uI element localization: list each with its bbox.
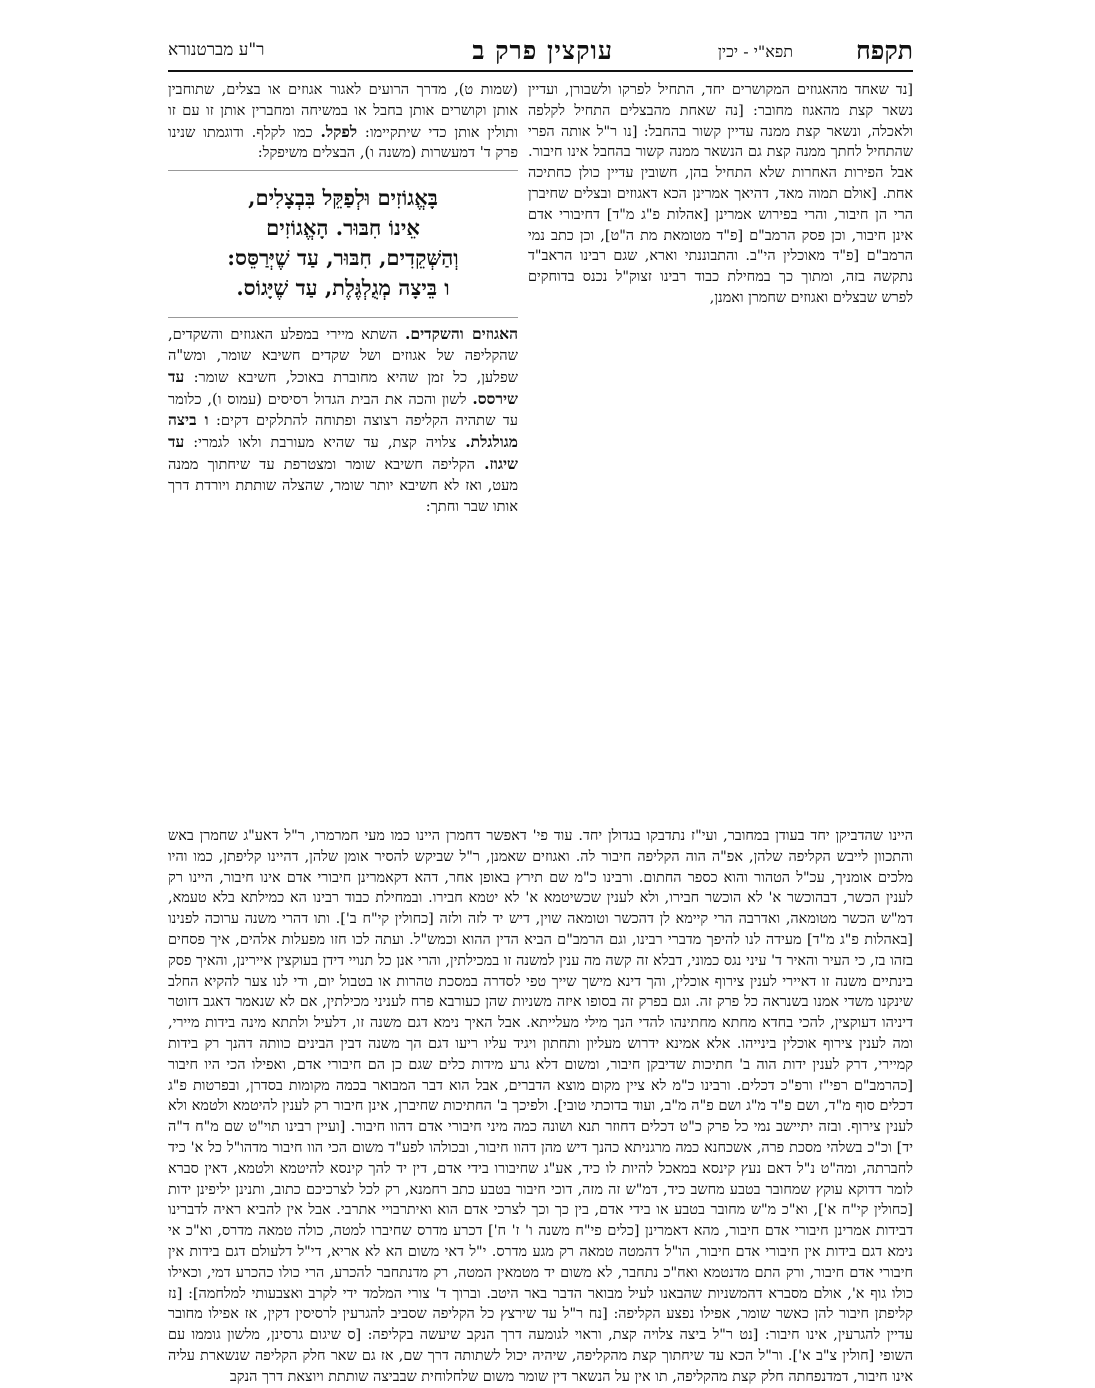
bartenura-side-lead2: עד שירסס. [168,366,518,408]
bartenura-bottom-lead: ו ביצה מגולגלת. [168,410,518,452]
bartenura-bottom-tail: הקליפה חשיבא שומר ומצטרפת עד שיחתוך ממנה מעט, ואז לא חשיבא יותר שומר, שהצלה שותתת ויורדת דרך אותו שבר וחתך: [168,455,518,515]
bartenura-side [168,324,518,517]
mishna-line: וְהַשְּׁקֵדִים, חִבּוּר, עַד שֶׁיְּרַסֵּס: [227,245,459,271]
bartenura-top [168,80,518,164]
header-bartenura-label: ר"ע מברטנורא [168,40,265,60]
bartenura-side-lead: האגוזים והשקדים. [405,324,518,344]
running-header [168,36,913,70]
tifaret-column [528,80,913,822]
tifaret-right-text: [נד שאחד מהאגוזים המקושרים יחד, התחיל לפרקו ולשבורן, ועדיין נשאר קצת מהאגוז מחובר: [נה שאחת מהבצלים התחיל לקלפה ולאכלה, ונשאר קצת ממנה עדיין קשור בהחבל: [נו ר"ל אותה הפרי שהתחיל לחתך ממנה קצת גם הנשאר ממנה קשור בהחבל אינו חיבור. אבל הפירות האחרות שלא התחיל בהן, חשובין עדיין כולן כחתיכה אחת. [אולם תמוה מאד, דהיאך אמרינן הכא דאגוזים ובצלים שחיברן הרי הן חיבור, והרי בפירוש אמרינן [אהלות פ"ג מ"ד] דחיבורי אדם אינן חיבור, וכן פסק הרמב"ם [פ"ד מטומאת מת ה"ט], וכן כתב נמי הרמב"ם [פ"ד מאוכלין הי"ב. והתבוננתי וארא, שגם רבינו הראב"ד נתקשה בזה, ומתוך כך במחילת כבוד רבינו זצוק"ל נכנס בדוחקים לפרש שבצלים ואגוזים שחמרן ואמנן, [528,82,913,306]
bartenura-top-lead: לפקל. [320,121,358,141]
mishna-block [168,170,518,318]
page-number: תקפח [855,36,913,65]
header-tifaret-label: תפא"י - יכין [717,42,793,61]
bartenura-bottom-text: כלומר עד שתהיה הקליפה רצוצה ופתוחה להתלקים דקים: [168,390,519,430]
mishna-line: ו בֵּיצָה מְגֻלְגֶּלֶת, עַד שֶׁיָּגוֹס. [236,275,450,301]
bartenura-bottom-lead2: עד שיגוז. [168,432,518,473]
bartenura-bottom-text2: צלויה קצת, עד שהיא מעורבת ולאו לגמרי: [193,434,457,452]
mishna-text [182,177,504,309]
mishna-line: בָּאֱגוֹזִים וּלְפַקֵּל בִּבְצָלִים, [248,185,438,211]
tifaret-full-text: היינו שהדביקן יחד בעודן במחובר, ועי"ז נתדבקו בגדולן יחד. עוד פי' דאפשר דחמרן היינו כמו מעי חמרמרו, ר"ל דאע"ג שחמרן באש והתכוון לייבש הקליפה שלהן, אפ"ה הוה הקליפה חיבור לה. ואגוזים שאמנן, ר"ל שביקש להסיר אומן שלהן, דהיינו קליפתן, כמו והיו מלכים אומניך, עכ"ל הטהור והוא כספר החתום. ורבינו כ"מ שם תירץ באופן אחר, דהא דקאמרינן חיבורי אדם אינו חיבור, היינו רק לענין הכשר, דבהוכשר א' לא הוכשר חבירו, ולא לענין שכשיטמא א' לא יטמא חבירו. ובמחילת כבוד רבינו הא כמילתא בלא טעמא, דמ"ש הכשר מטומאה, ואדרבה הרי קיימא לן דהכשר וטומאה שוין, דיש יד לזה ולזה [כחולין קי"ח ב']. ותו דהרי משנה ערוכה לפנינו [באהלות פ"ג מ"ד] מעידה לנו להיפך מדברי רבינו, וגם הרמב"ם הביא הדין ההוא וכמש"ל. ועתה לכו חזו מפעלות אלהים, איך פסחים בזהו בז, כי העיר והאיר ד' עיני נגס כמוני, דבלא זה קשה מה ענין למשנה זו במכילתין, והרי אנן כל תנויי דידן בעוקצין איירינן, והאיך פסק בינתיים משנה זו דאיירי לענין צירוף אוכלין, והך דינא מישך שייך טפי לסדרה במסכת טהרות או בטבול יום, ודי לנו צער להקיא החלב שינקנו משדי אמנו בשנראה כל פרק זה. וגם בפרק זה בסופו איזה משניות שהן כעורבא פרח לעניני מכילתין, אם לא שנאמר דאגב דזוטר דיניהו דעוקצין, להכי בחדא מחתא מחתינהו להדי הנך מילי מעלייתא. אבל האיך נימא דגם משנה זו, דלעיל ולתתא מינה בידות מיירי, ומה לענין צירוף אוכלין בינייהו. אלא אמינא ידרוש מעליון ותחתון ויגיד עליו ריעו דגם הך משנה דבין הבינים כוותה דהנך רק בידות קמיירי, דרק לענין ידות הוה ב' חתיכות שדיבקן חיבור, ומשום דלא גרע מידות כלים שגם כן הם חיבורי אדם, ואפילו הכי היו חיבור [כהרמב"ם רפי"ז ורפ"כ דכלים. ורבינו כ"מ לא ציין מקום מוצא הדברים, אבל הוא דבר המבואר בכמה מקומות בסדרן, ובפרטות פ"ג דכלים סוף מ"ד, ושם פ"ד מ"ג ושם פ"ה מ"ב, ועוד בדוכתי טובי]. ולפיכך ב' החתיכות שחיברן, אינן חיבור רק לענין להיטמא ולטמא ולא לענין צירוף. ובזה יתיישב נמי כל פרק כ"ט דכלים דחוזר תנא ושונה כמה מיני חיבורי אדם דהוו חיבור. [ועיין רבינו תוי"ט שם מ"ח ד"ה יד] וכ"כ בשלהי מסכת פרה, אשכחנא כמה מרגניתא כהנך דיש מהן דהוו חיבור, ובכולהו לפע"ד משום הכי הוו חיבור מדהו"ל כל א' כיד לחברתה, ומה"ט נ"ל דאם נעץ קינסא במאכל להיות לו כיד, אע"ג שחיבורו בידי אדם, דין יד להך קינסא להיטמא ולטמא, דאין סברא לומר דדוקא עוקץ שמחובר בטבע מחשב כיד, דמ"ש זה מזה, דוכי חיבור בטבע כתב רחמנא, רק לכל לצרכיכם כתוב, ותנינן יליפינן ידות [כחולין קי"ח א'], וא"כ מ"ש מחובר בטבע או בידי אדם, בין כך וכך לצרכי אדם הוא ואיתרבויי אתרבי. אבל אין להביא ראיה לדברינו דבידות אמרינן חיבורי אדם חיבור, מהא דאמרינן [כלים פי"ח משנה ו' ז' ח'] דכרע מדרס שחיברו למטה, כולה טמאה מדרס, וא"כ אי נימא דגם בידות אין חיבורי אדם חיבור, הו"ל דהמטה טמאה רק מגע מדרס. י"ל דאי משום הא לא אריא, די"ל דלעולם דגם בידות אין חיבורי אדם חיבור, ורק התם מדנטמא ואח"כ נתחבר, לא משום יד מטמאין המטה, רק מדנתחבר להכרע, הרי כולו כהכרע דמי, וכאילו כולו גוף א', אולם מסברא דהמשניות שהבאנו לעיל מבואר הדבר באר היטב. וברוך ד' צורי המלמד ידי לקרב ואצבעותי למלחמה]: [נז קליפתן חיבור להן כאשר שומר, אפילו נפצע הקליפה: [נח ר"ל עד שירצץ כל הקליפה שסביב להגרעין לרסיסין דקין, אז אפילו מחובר עדיין להגרעין, אינו חיבור: [נט ר"ל ביצה צלויה קצת, וראוי לגומעה דרך הנקב שיעשה בקליפה: [ס שיגום גרסינן, מלשון גוממו עם השופי [חולין צ"ב א']. ור"ל הכא עד שיחתוך קצת מהקליפה, שיהיה יכול לשתותה דרך שם, אז גם שאר חלק הקליפה שנשארת עליה אינו חיבור, דמדנפחתה חלק קצת מהקליפה, תו אין על הנשאר דין שומר משום שלחלוחית שבביצה שותתת ויוצאת דרך הנקב [168,828,913,1385]
mishna-line: אֵינוֹ חִבּוּר. הָאֱגוֹזִים [266,215,420,241]
bartenura-side-tail: לשון והכה את הבית הגדול רסיסים (עמוס ו), [207,390,467,408]
header-rule [168,70,913,72]
tifaret-full-width [168,826,913,1385]
header-title: עוקצין פרק ב [472,36,613,65]
mishna-bartenura-column [168,80,518,822]
bartenura-side-text: השתא מיירי במפלע האגוזים והשקדים, שהקליפה של אגוזים ושל שקדים חשיבא שומר, ומש"ה שפלען, כל זמן שהיא מחוברת באוכל, חשיבא שומר: [168,326,518,386]
bartenura-top-text: (שמות ט), מדרך הרועים לאגור אגוזים או בצלים, שתוחבין אותן וקושרים אותן בחבל או במשיחה ומחברין אותן זו עם זו ותולין אותן כדי שיתקיימו: [168,81,519,141]
bartenura-top-tail: כמו לקלף. ודוגמתו שנינו פרק ד' דמעשרות (משנה ו), הבצלים משיפקל: [168,123,518,162]
